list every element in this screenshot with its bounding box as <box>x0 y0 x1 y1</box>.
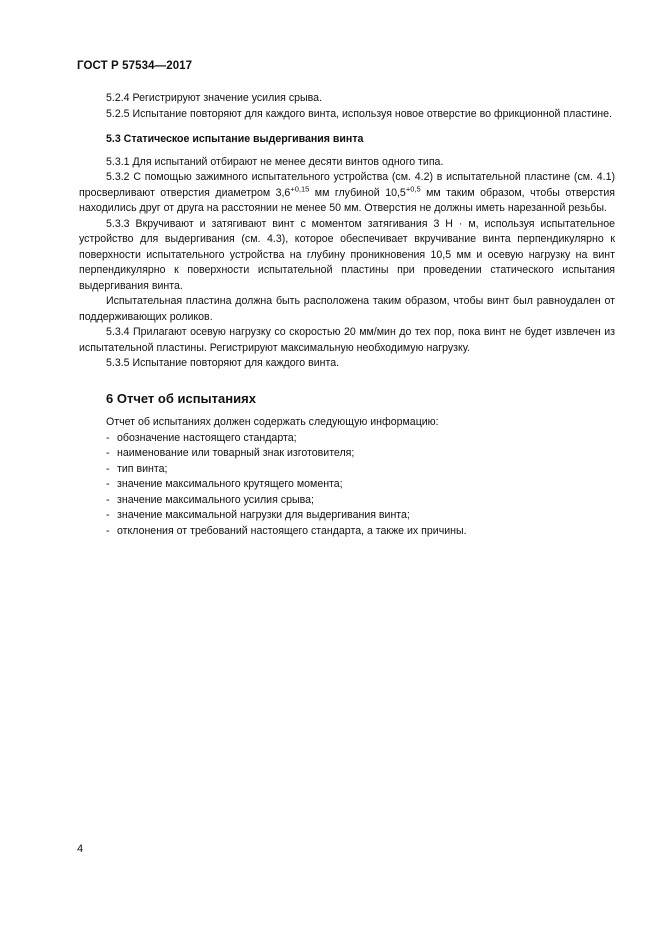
section-5-3-title: 5.3 Статическое испытание выдергивания винта <box>106 133 364 145</box>
bullet-dash: - <box>106 493 110 506</box>
clause-5-3-3: 5.3.3 Вкручивают и затягивают винт с моментом затягивания 3 Н · м, используя испытательное устройство для выдергивания (см. 4.3), которое обеспечивает вкручивание винта перпендикулярно к поверхности испытательного устройства на глубину проникновения 10,5 мм и осевую нагрузку на винт перпендикулярно к поверхности испытательной пластины при проведении статического испытания выдергивания винта. <box>79 217 615 292</box>
list-item: - наименование или товарный знак изготовителя; <box>79 446 615 462</box>
bullet-dash: - <box>106 478 110 490</box>
clause-5-2-4: 5.2.4 Регистрируют значение усилия срыва. <box>106 92 323 104</box>
bullet-dash: - <box>106 509 110 521</box>
diameter-tolerance: +0,15 <box>290 183 310 193</box>
section-6-intro: Отчет об испытаниях должен содержать следующую информацию: <box>106 416 439 428</box>
clause-5-3-2 <box>79 170 615 217</box>
list-item: - обозначение настоящего стандарта; <box>79 431 615 447</box>
section-6-title: 6 Отчет об испытаниях <box>106 390 256 406</box>
list-item: - отклонения от требований настоящего стандарта, а также их причины. <box>79 524 615 540</box>
document-code-header: ГОСТ Р 57534—2017 <box>77 60 193 72</box>
bullet-dash: - <box>106 447 110 459</box>
clause-5-3-2-text-b: мм глубиной 10,5 <box>309 186 406 199</box>
list-item: - значение максимального усилия срыва; <box>79 493 615 509</box>
bullet-dash: - <box>106 524 110 537</box>
clause-5-3-2-text-c: мм таким образом, чтобы отверстия находились друг от друга на расстоянии не менее 50 мм. Отверстия не должны иметь нарезанной резьбы. <box>79 186 615 214</box>
list-item: - значение максимального крутящего момента; <box>79 477 615 493</box>
clause-5-2-5: 5.2.5 Испытание повторяют для каждого винта, используя новое отверстие во фрикционной пластине. <box>106 107 612 120</box>
list-item: - значение максимальной нагрузки для выдергивания винта; <box>79 508 615 524</box>
clause-5-3-2-text-a: 5.3.2 С помощью зажимного испытательного устройства (см. 4.2) в испытательной пластине (см. 4.1) просверливают отверстия диаметром 3,6 <box>79 171 615 199</box>
clause-5-3-4: 5.3.4 Прилагают осевую нагрузку со скоростью 20 мм/мин до тех пор, пока винт не будет извлечен из испытательной пластины. Регистрируют максимальную необходимую нагрузку. <box>79 326 615 354</box>
plate-position-note: Испытательная пластина должна быть расположена таким образом, чтобы винт был равноудален от поддерживающих роликов. <box>79 295 615 323</box>
clause-5-3-1: 5.3.1 Для испытаний отбирают не менее десяти винтов одного типа. <box>106 155 444 168</box>
report-contents-list <box>79 431 615 540</box>
list-item: - тип винта; <box>79 462 615 478</box>
bullet-dash: - <box>106 462 110 475</box>
bullet-dash: - <box>106 431 110 444</box>
clause-5-3-5: 5.3.5 Испытание повторяют для каждого винта. <box>106 357 340 369</box>
depth-tolerance: +0,5 <box>405 183 421 193</box>
page-number: 4 <box>77 843 84 855</box>
document-body <box>79 91 615 539</box>
